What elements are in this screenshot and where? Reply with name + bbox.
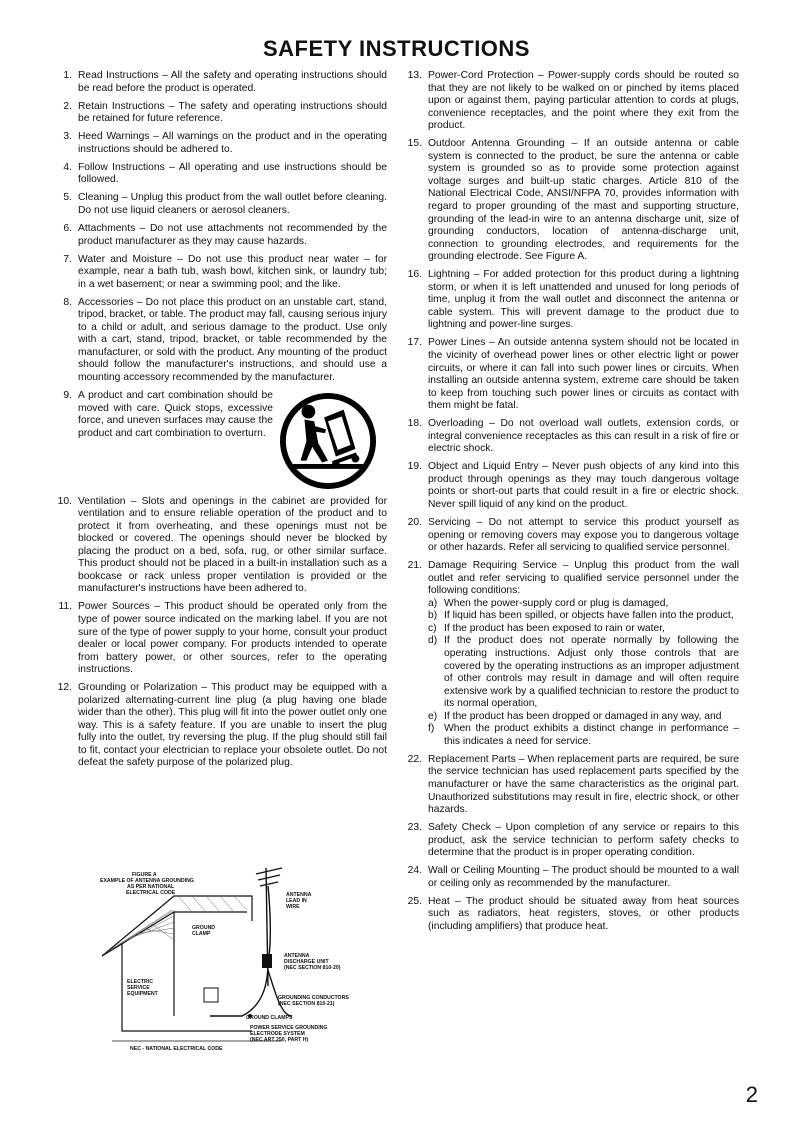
list-item: 20. Servicing – Do not attempt to service this product yourself as opening or removing covers may expose you to dangerous voltage or other hazards. Refer all servicing to qualified service personnel. — [407, 517, 739, 554]
list-item: 1. Read Instructions – All the safety and operating instructions should be read before the product is operated. — [63, 70, 387, 94]
list-item: 6. Attachments – Do not use attachments not recommended by the product manufacturer as they may cause hazards. — [63, 222, 387, 247]
list-item: 4. Follow Instructions – All operating and use instructions should be followed. — [63, 161, 387, 186]
antenna-grounding-figure — [92, 866, 392, 1056]
page-number: 2 — [745, 1082, 758, 1107]
label-discharge-unit: ANTENNA DISCHARGE UNIT (NEC SECTION 810-20) — [284, 953, 341, 971]
list-item: 5. Cleaning – Unplug this product from the wall outlet before cleaning. Do not use liquid cleaners or aerosol cleaners. — [63, 192, 387, 216]
label-ground-clamps: GROUND CLAMPS — [246, 1015, 293, 1021]
label-antenna-lead: ANTENNA LEAD IN WIRE — [286, 892, 312, 910]
service-equipment-box — [204, 988, 218, 1002]
list-item: 18. Overloading – Do not overload wall outlets, extension cords, or integral convenience receptacles as this can result in a risk of fire or electric shock. — [407, 418, 739, 455]
list-item: 22. Replacement Parts – When replacement parts are required, be sure the service technician has used replacement parts specified by the manufacturer or have the same characteristics as the original part. Unauthorized substitutions may result in fire, electric shock, or other hazards. — [407, 753, 739, 816]
list-item: 21. Damage Requiring Service – Unplug this product from the wall outlet and refer servicing to qualified service personnel under the following conditions: a) When the power-supply cord or plug is damaged, b) If liquid has been spilled, or objects have fallen into the product, c) If the product has been exposed to rain or water, d) If the product does not operate normally by following the operating instructions. Adjust only those controls that are covered by the operating instructions as an improper adjustment of other controls may result in damage and will often require extensive work by a qualified technician to restore the product to its normal operation, e) If the product has been dropped or damaged in any way, and f) When the product exhibits a distinct change in performance – this indicates a need for service. — [407, 560, 739, 747]
sub-item: b) If liquid has been spilled, or objects have fallen into the product, — [428, 610, 734, 622]
list-item: 25. Heat – The product should be situated away from heat sources such as radiators, heat registers, stoves, or other products (including amplifiers) that produce heat. — [407, 895, 739, 932]
sub-item: c) If the product has been exposed to rain or water, — [428, 622, 665, 634]
list-item: 12. Grounding or Polarization – This product may be equipped with a polarized alternating-current line plug (a plug having one blade wider than the other). This plug will fit into the power outlet only one way. This is a safety feature. If you are unable to insert the plug fully into the outlet, try reversing the plug. If the plug should still fail to fit, contact your electrician to replace your obsolete outlet. Do not defeat the safety purpose of the polarized plug. — [57, 682, 387, 769]
list-item: 15. Outdoor Antenna Grounding – If an outside antenna or cable system is connected to the product, be sure the antenna or cable system is grounded so as to provide some protection against voltage surges and built-up static charges. Article 810 of the National Electrical Code, ANSI/NFPA 70, provides information with regard to proper grounding of the mast and supporting structure, grounding of the lead-in wire to an antenna discharge unit, size of grounding conductors, location of antenna-discharge unit, connection to grounding electrodes, and requirements for the grounding electrode. See Figure A. — [407, 138, 739, 263]
figure-footer: NEC - NATIONAL ELECTRICAL CODE — [130, 1046, 223, 1052]
right-column — [402, 70, 739, 939]
sub-item: d) If the product does not operate normally by following the operating instructions. Adjust only those controls that are covered by the operating instructions as an improper adjustment of other controls may result in damage and will often require extensive work by a qualified technician to restore the product to its normal operation, — [428, 635, 739, 710]
label-service-equipment: ELECTRIC SERVICE EQUIPMENT — [127, 979, 158, 997]
label-electrode-system: POWER SERVICE GROUNDING ELECTRODE SYSTEM (NEC ART 250, PART H) — [250, 1025, 328, 1043]
list-item: 2. Retain Instructions – The safety and operating instructions should be retained for future reference. — [63, 100, 387, 125]
sub-item: f) When the product exhibits a distinct change in performance – this indicates a need for service. — [428, 723, 739, 747]
left-column — [52, 70, 387, 776]
list-item: 3. Heed Warnings – All warnings on the product and in the operating instructions should be adhered to. — [63, 131, 387, 155]
list-item: 16. Lightning – For added protection for this product during a lightning storm, or when it is left unattended and unused for long periods of time, unplug it from the wall outlet and disconnect the antenna or cable system. This will prevent damage to the product due to lightning and power-line surges. — [407, 269, 739, 331]
tip-over-cart-warning-icon — [279, 392, 377, 490]
list-item: 17. Power Lines – An outside antenna system should not be located in the vicinity of overhead power lines or other electric light or power circuits, or where it can fall into such power lines or circuits. When installing an outside antenna system, extreme care should be taken to keep from touching such power lines or circuits as contact with them might be fatal. — [407, 337, 739, 412]
list-item: 7. Water and Moisture – Do not use this product near water – for example, near a bath tub, wash bowl, kitchen sink, or laundry tub; in a wet basement; or near a swimming pool; and the like. — [63, 253, 387, 290]
list-item: 24. Wall or Ceiling Mounting – The product should be mounted to a wall or ceiling only as recommended by the manufacturer. — [407, 865, 739, 889]
figure-title: FIGURE A EXAMPLE OF ANTENNA GROUNDING AS PER NATIONAL ELECTRICAL CODE — [100, 872, 194, 896]
list-item: 23. Safety Check – Upon completion of any service or repairs to this product, ask the service technician to perform safety checks to determine that the product is in proper operating condition. — [407, 822, 739, 859]
antenna-grounding-diagram — [92, 866, 392, 1056]
label-grounding-conductors: GROUNDING CONDUCTORS (NEC SECTION 810-21) — [278, 995, 349, 1007]
page-title: SAFETY INSTRUCTIONS — [262, 36, 530, 61]
label-ground-clamp: GROUND CLAMP — [192, 925, 216, 937]
list-item: 13. Power-Cord Protection – Power-supply cords should be routed so that they are not likely to be walked on or pinched by items placed upon or against them, paying particular attention to cords at plugs, convenience receptacles, and the point where they exit from the product. — [407, 70, 739, 132]
list-item: 8. Accessories – Do not place this product on an unstable cart, stand, tripod, bracket, or table. The product may fall, causing serious injury to a child or adult, and serious damage to the product. Use only with a cart, stand, tripod, bracket, or table recommended by the manufacturer, or sold with the product. Any mounting of the product should follow the manufacturer's instructions, and should use a mounting accessory recommended by the manufacturer. — [63, 296, 387, 383]
sub-item: a) When the power-supply cord or plug is damaged, — [428, 597, 669, 609]
sub-item: e) If the product has been dropped or damaged in any way, and — [428, 710, 722, 722]
list-item: 11. Power Sources – This product should be operated only from the type of power source indicated on the marking label. If you are not sure of the type of power supply to your home, consult your product dealer or local power company. For products intended to operate from battery power, or other sources, refer to the operating instructions. — [58, 601, 387, 676]
list-item: 10. Ventilation – Slots and openings in the cabinet are provided for ventilation and to ensure reliable operation of the product and to protect it from overheating, and these openings must not be blocked or covered. The openings should never be blocked by placing the product on a bed, sofa, rug, or other similar surface. This product should not be placed in a built-in installation such as a bookcase or rack unless proper ventilation is provided or the manufacturer's instructions have been adhered to. — [57, 495, 387, 595]
list-item: 19. Object and Liquid Entry – Never push objects of any kind into this product through openings as they may touch dangerous voltage points or short-out parts that could result in a fire or electric shock. Never spill liquid of any kind on the product. — [407, 461, 739, 510]
list-item: 9. A product and cart combination should be moved with care. Quick stops, excessive force, and uneven surfaces may cause the product and cart combination to overturn. — [52, 390, 387, 490]
